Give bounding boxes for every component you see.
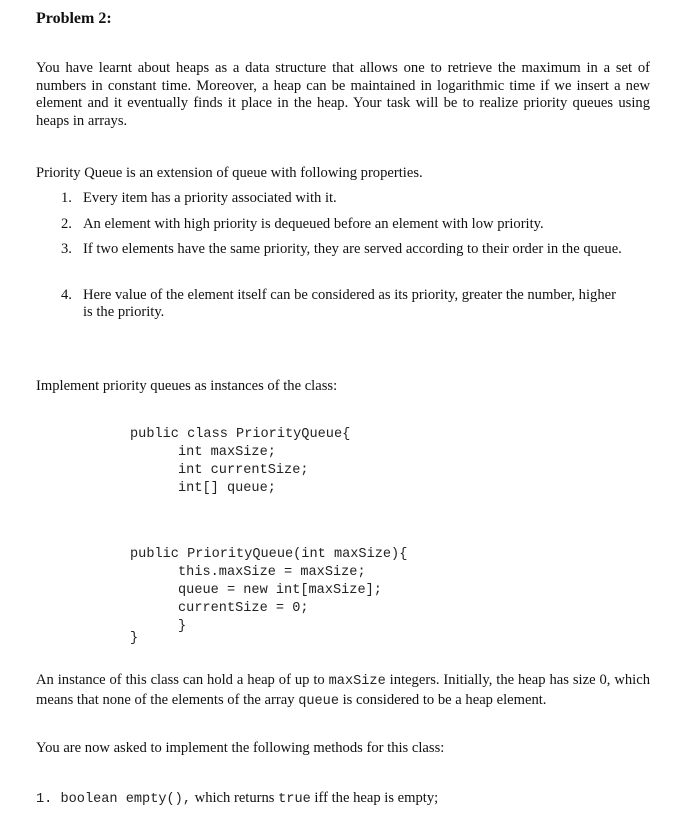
list-item-text: An element with high priority is dequeued before an element with low priority. bbox=[83, 216, 544, 232]
list-item-text: Every item has a priority associated with it. bbox=[83, 190, 337, 206]
inline-code-maxsize: maxSize bbox=[328, 674, 386, 689]
list-item-text: If two elements have the same priority, they are served according to their order in the queue. bbox=[83, 241, 622, 257]
intro-paragraph: You have learnt about heaps as a data structure that allows one to retrieve the maximum in a set of numbers in constant time. Moreover, a heap can be maintained in logarithmic time if we insert a new element and it eventually finds it place in the heap. Your task will be to realize priority queues using heaps in arrays. bbox=[36, 60, 650, 129]
instance-text-1: An instance of this class can hold a heap of up to bbox=[36, 672, 329, 688]
list-item-number: 1. bbox=[61, 190, 72, 206]
code-line: queue = new int[maxSize]; bbox=[178, 583, 382, 598]
methods-heading: You are now asked to implement the following methods for this class: bbox=[36, 740, 445, 756]
code-line: this.maxSize = maxSize; bbox=[178, 565, 366, 580]
code-line: int[] queue; bbox=[178, 481, 276, 496]
list-item-number: 2. bbox=[61, 216, 72, 232]
method-text-1: which returns bbox=[191, 790, 279, 806]
list-item-number: 3. bbox=[61, 241, 72, 257]
inline-code-queue: queue bbox=[298, 694, 339, 709]
instance-text-2: integers. Initially, the heap has size 0, which means that none of the elements of the array bbox=[36, 672, 650, 708]
code-line: } bbox=[178, 619, 187, 634]
method-item bbox=[36, 790, 438, 808]
implement-heading: Implement priority queues as instances of the class: bbox=[36, 378, 338, 394]
inline-code-true: true bbox=[278, 792, 311, 807]
problem-title: Problem 2: bbox=[36, 10, 112, 27]
code-line: int maxSize; bbox=[178, 445, 276, 460]
code-line: int currentSize; bbox=[178, 463, 309, 478]
code-line: public class PriorityQueue{ bbox=[130, 427, 351, 442]
method-text-2: iff the heap is empty; bbox=[310, 790, 439, 806]
code-line: currentSize = 0; bbox=[178, 601, 309, 616]
instance-text-3: is considered to be a heap element. bbox=[338, 692, 547, 708]
list-item-number: 4. bbox=[61, 287, 72, 303]
list-item-text: Here value of the element itself can be considered as its priority, greater the number, higher is the priority. bbox=[83, 287, 616, 320]
pq-heading: Priority Queue is an extension of queue with following properties. bbox=[36, 165, 423, 181]
code-line: public PriorityQueue(int maxSize){ bbox=[130, 547, 408, 562]
code-line: } bbox=[130, 631, 139, 646]
instance-paragraph bbox=[36, 671, 650, 711]
method-signature: 1. boolean empty(), bbox=[36, 792, 191, 807]
